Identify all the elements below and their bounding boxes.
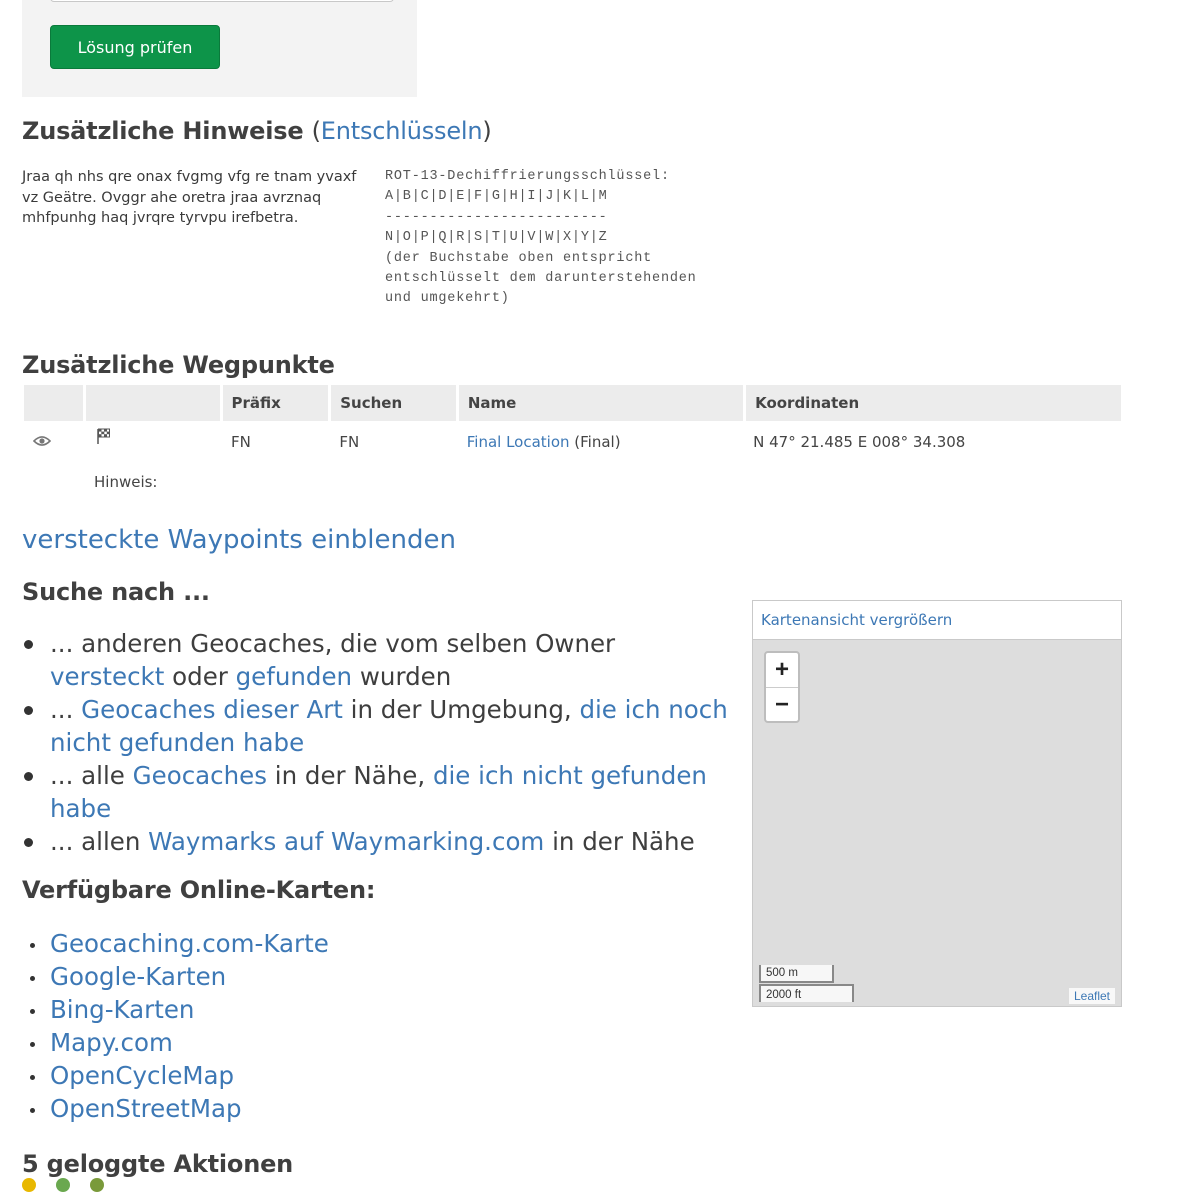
search-text: ... anderen Geocaches, die vom selben Owner (50, 629, 616, 658)
hints-paren-close: ) (482, 117, 492, 145)
zoom-in-button[interactable]: + (766, 653, 798, 688)
rot13-line: N|O|P|Q|R|S|T|U|V|W|X|Y|Z (385, 230, 608, 246)
scale-imperial: 2000 ft (759, 984, 854, 1002)
decrypt-link[interactable]: Entschlüsseln (320, 117, 483, 145)
online-maps-list (22, 927, 329, 1125)
search-text: ... (50, 695, 82, 724)
rot13-line: A|B|C|D|E|F|G|H|I|J|K|L|M (385, 189, 608, 205)
check-solution-button[interactable]: Lösung prüfen (50, 25, 220, 69)
list-item (22, 927, 329, 960)
waypoint-name (458, 433, 741, 451)
list-item (22, 1092, 329, 1125)
search-same-type-link[interactable]: Geocaches dieser Art (81, 695, 343, 724)
waypoint-note-label: Hinweis: (94, 473, 158, 491)
waypoint-name-link[interactable]: Final Location (466, 433, 570, 451)
rot13-line: entschlüsselt dem darunterstehenden (385, 271, 697, 287)
list-item (22, 825, 737, 858)
logs-heading: 5 geloggte Aktionen (22, 1150, 294, 1178)
map-link-mapy[interactable]: Mapy.com (50, 1028, 173, 1057)
waypoint-coordinates: N 47° 21.485 E 008° 34.308 (753, 433, 966, 451)
map-link-opencyclemap[interactable]: OpenCycleMap (50, 1061, 235, 1090)
search-text: ... alle (50, 761, 133, 790)
col-visibility-header (24, 385, 83, 421)
map-link-google[interactable]: Google-Karten (50, 962, 227, 991)
list-item (22, 627, 737, 693)
list-item (22, 993, 329, 1026)
zoom-out-button[interactable]: − (774, 691, 789, 718)
final-flag-icon (86, 427, 219, 449)
solution-input[interactable] (50, 0, 394, 2)
waypoint-type-suffix: (Final) (574, 433, 621, 451)
log-found-icon (22, 1178, 36, 1192)
enlarge-map-link[interactable]: Kartenansicht vergrößern (761, 611, 953, 629)
visibility-eye-icon[interactable] (24, 433, 83, 451)
search-waymarks-link[interactable]: Waymarks auf Waymarking.com (148, 827, 545, 856)
search-nearby-unfound-link[interactable]: die ich nicht gefunden habe (50, 761, 707, 823)
hints-title: Zusätzliche Hinweise (22, 117, 304, 145)
list-item (22, 1059, 329, 1092)
log-type-icon (90, 1178, 104, 1192)
search-list (22, 627, 737, 858)
list-item (22, 693, 737, 759)
search-heading: Suche nach ... (22, 578, 210, 606)
waypoint-prefix: FN (230, 433, 251, 451)
search-same-type-unfound-link[interactable]: die ich noch nicht gefunden habe (50, 695, 728, 757)
show-hidden-waypoints-link[interactable]: versteckte Waypoints einblenden (22, 525, 456, 555)
map-link-openstreetmap[interactable]: OpenStreetMap (50, 1094, 242, 1123)
waypoint-lookup: FN (339, 433, 360, 451)
list-item (22, 1026, 329, 1059)
online-maps-heading: Verfügbare Online-Karten: (22, 876, 376, 904)
rot13-line: und umgekehrt) (385, 291, 510, 307)
hints-heading (22, 117, 492, 145)
map-link-bing[interactable]: Bing-Karten (50, 995, 195, 1024)
col-lookup-header: Suchen (331, 385, 456, 421)
search-text: oder (164, 662, 236, 691)
rot13-line: (der Buchstabe oben entspricht (385, 250, 653, 266)
hints-paren-open: ( (311, 117, 321, 145)
log-type-icon (56, 1178, 70, 1192)
col-coordinates-header: Koordinaten (746, 385, 1121, 421)
waypoints-heading: Zusätzliche Wegpunkte (22, 351, 335, 379)
map-header (753, 601, 1121, 640)
search-text: wurden (352, 662, 452, 691)
search-text: in der Nähe (544, 827, 695, 856)
col-prefix-header: Präfix (223, 385, 329, 421)
list-item (22, 759, 737, 825)
table-row (24, 421, 1121, 463)
waypoints-table (24, 385, 1121, 491)
zoom-control (764, 651, 800, 723)
search-text: in der Umgebung, (342, 695, 580, 724)
solution-checker-panel (22, 0, 417, 97)
scale-metric: 500 m (759, 965, 834, 983)
map-widget[interactable] (752, 600, 1122, 1007)
rot13-line: ROT-13-Dechiffrierungsschlüssel: (385, 169, 670, 184)
table-header-row (24, 385, 1121, 421)
search-nearby-link[interactable]: Geocaches (132, 761, 268, 790)
map-link-geocaching[interactable]: Geocaching.com-Karte (50, 929, 329, 958)
rot13-line: ------------------------- (385, 209, 608, 225)
rot13-key (385, 167, 697, 310)
col-type-header (86, 385, 220, 421)
col-name-header: Name (459, 385, 743, 421)
search-hidden-by-owner-link[interactable]: versteckt (50, 662, 165, 691)
list-item (22, 960, 329, 993)
search-text: ... allen (50, 827, 149, 856)
search-found-by-owner-link[interactable]: gefunden (235, 662, 353, 691)
leaflet-attribution-link[interactable]: Leaflet (1069, 988, 1115, 1004)
encrypted-hint-text: Jraa qh nhs qre onax fvgmg vfg re tnam yvaxf vz Geätre. Ovggr ahe oretra jraa avrznaq mhfpunhg haq jvrqre tyrvpu irefbetra. (22, 169, 357, 226)
search-text: in der Nähe, (267, 761, 433, 790)
log-icons-row (22, 1178, 124, 1197)
